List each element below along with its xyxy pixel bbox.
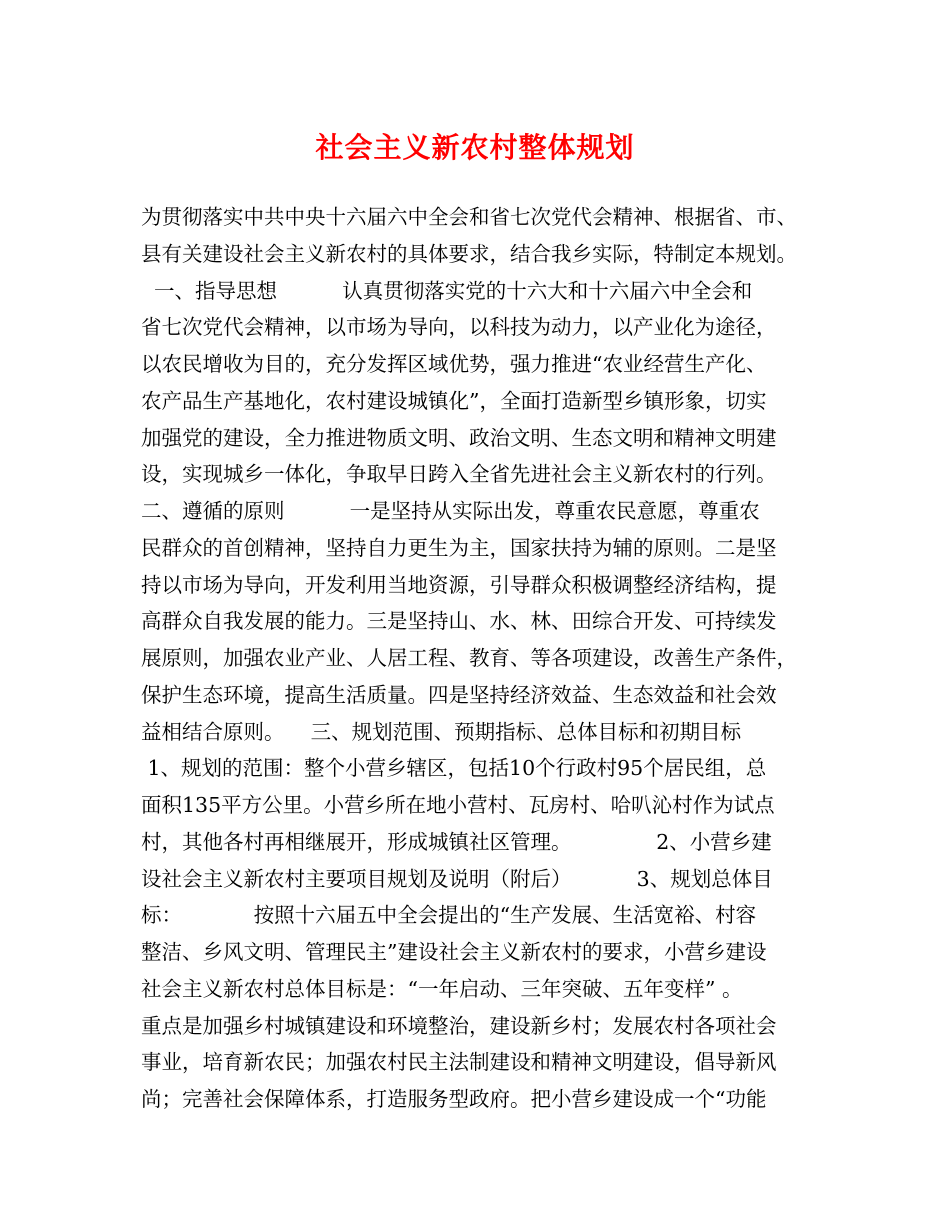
body-text-line: 设，实现城乡一体化，争取早日跨入全省先进社会主义新农村的行列。 xyxy=(141,462,777,487)
body-text-line: 保护生态环境，提高生活质量。四是坚持经济效益、生态效益和社会效 xyxy=(141,682,777,707)
body-text-line: 尚；完善社会保障体系，打造服务型政府。把小营乡建设成一个“功能 xyxy=(141,1087,767,1111)
body-text-line: 村，其他各村再相继展开，形成城镇社区管理。 2、小营乡建 xyxy=(141,829,772,854)
document-body xyxy=(141,199,841,1118)
body-text-line: 持以市场为导向，开发利用当地资源，引导群众积极调整经济结构，提 xyxy=(141,572,777,597)
body-text-line: 以农民增收为目的，充分发挥区域优势，强力推进“农业经营生产化、 xyxy=(141,352,767,376)
body-text-line: 标： 按照十六届五中全会提出的“生产发展、生活宽裕、村容 xyxy=(141,903,757,928)
body-text-line: 社会主义新农村总体目标是：“一年启动、三年突破、五年变样” 。 xyxy=(141,976,743,1001)
body-text-line: 设社会主义新农村主要项目规划及说明（附后） 3、规划总体目 xyxy=(141,866,773,891)
body-text-line: 高群众自我发展的能力。三是坚持山、水、林、田综合开发、可持续发 xyxy=(141,609,777,634)
body-text-line: 面积135平方公里。小营乡所在地小营村、瓦房村、哈叭沁村作为试点 xyxy=(141,793,775,817)
body-text-line: 1、规划的范围：整个小营乡辖区，包括10个行政村95个居民组，总 xyxy=(141,756,767,781)
body-text-line: 民群众的首创精神，坚持自力更生为主，国家扶持为辅的原则。二是坚 xyxy=(141,535,777,560)
body-text-line: 农产品生产基地化，农村建设城镇化”，全面打造新型乡镇形象，切实 xyxy=(141,388,767,413)
body-text-line: 省七次党代会精神，以市场为导向，以科技为动力，以产业化为途径， xyxy=(141,315,777,340)
body-text-line: 重点是加强乡村城镇建设和环境整治，建设新乡村；发展农村各项社会 xyxy=(141,1013,777,1038)
body-text-line: 县有关建设社会主义新农村的具体要求，结合我乡实际，特制定本规划。 xyxy=(141,241,797,266)
body-text-line: 为贯彻落实中共中央十六届六中全会和省七次党代会精神、根据省、市、 xyxy=(141,205,797,229)
body-text-line: 二、遵循的原则 一是坚持从实际出发，尊重农民意愿，尊重农 xyxy=(141,499,760,523)
body-text-line: 整洁、乡风文明、管理民主”建设社会主义新农村的要求，小营乡建设 xyxy=(141,940,767,964)
body-text-line: 一、指导思想 认真贯彻落实党的十六大和十六届六中全会和 xyxy=(141,278,753,303)
document-title: 社会主义新农村整体规划 xyxy=(315,131,635,164)
body-text-line: 展原则，加强农业产业、人居工程、教育、等各项建设，改善生产条件， xyxy=(141,646,797,670)
body-text-line: 益相结合原则。 三、规划范围、预期指标、总体目标和初期目标 xyxy=(141,719,742,744)
body-text-line: 加强党的建设，全力推进物质文明、政治文明、生态文明和精神文明建 xyxy=(141,425,777,450)
body-text-line: 事业，培育新农民；加强农村民主法制建设和精神文明建设，倡导新风 xyxy=(141,1050,777,1075)
